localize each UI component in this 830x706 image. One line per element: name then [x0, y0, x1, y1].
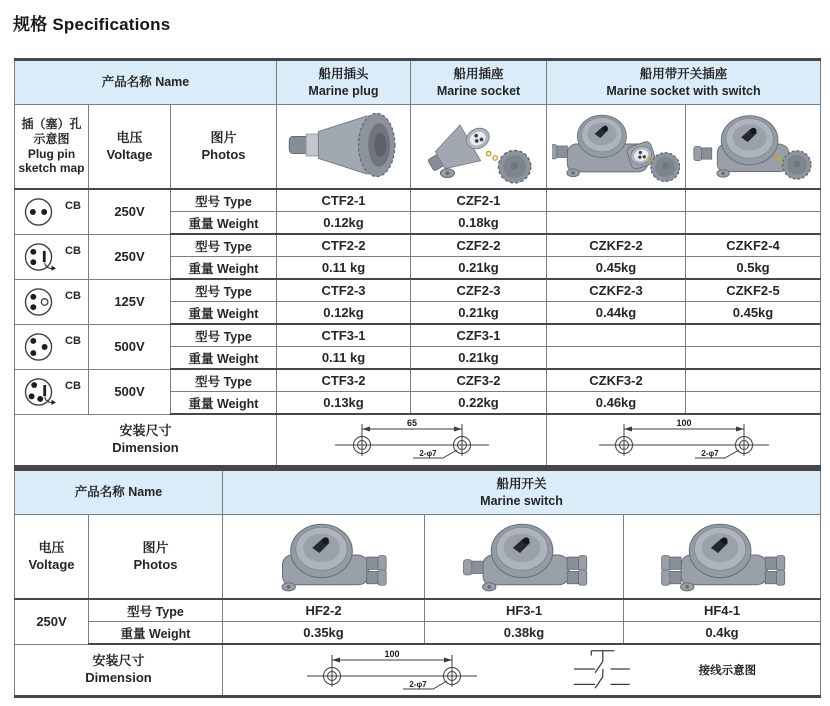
switch-photo-1-cell — [223, 515, 425, 600]
three-pin-sketch-icon — [22, 330, 62, 364]
type-label: 型号 Type — [171, 369, 277, 392]
type-value: CTF2-2 — [277, 234, 411, 257]
table-row — [15, 622, 821, 645]
type-value: CZF3-2 — [411, 369, 547, 392]
cb-mark: CB — [65, 379, 81, 392]
plug-pin-sketch-map-header: 插（塞）孔 示意图 Plug pin sketch map — [15, 105, 89, 190]
svg-text:65: 65 — [406, 417, 417, 428]
marine-plug-photo — [282, 106, 406, 184]
weight-value: 0.12kg — [277, 302, 411, 325]
pin-sketch-cell — [15, 234, 89, 279]
marine-switch-hf2-photo — [229, 516, 418, 594]
type-value: CZF2-3 — [411, 279, 547, 302]
table-row — [15, 234, 821, 257]
svg-text:100: 100 — [384, 649, 400, 659]
voltage-header: 电压 Voltage — [15, 515, 89, 600]
dimension-drawing-cell — [547, 414, 821, 467]
weight-value: 0.45kg — [686, 302, 821, 325]
voltage-value: 250V — [89, 189, 171, 234]
type-value: HF4-1 — [624, 599, 821, 622]
weight-value — [686, 347, 821, 370]
type-value: CTF2-1 — [277, 189, 411, 212]
weight-value: 0.21kg — [411, 302, 547, 325]
socket-with-switch-photo-1-cell — [547, 105, 686, 190]
weight-value: 0.44kg — [547, 302, 686, 325]
voltage-value: 250V — [15, 599, 89, 644]
table-row — [15, 60, 821, 105]
two-pin-earth-sketch-icon — [22, 240, 62, 274]
photos-header: 图片 Photos — [89, 515, 223, 600]
weight-label: 重量 Weight — [171, 392, 277, 415]
type-value: CZF3-1 — [411, 324, 547, 347]
weight-value: 0.13kg — [277, 392, 411, 415]
type-value: CZKF2-5 — [686, 279, 821, 302]
weight-value: 0.18kg — [411, 212, 547, 235]
weight-value: 0.45kg — [547, 257, 686, 280]
switch-photo-2-cell — [425, 515, 624, 600]
type-label: 型号 Type — [171, 189, 277, 212]
marine-switch-header: 船用开关 Marine switch — [223, 470, 821, 515]
product-name-header: 产品名称 Name — [15, 470, 223, 515]
weight-label: 重量 Weight — [171, 347, 277, 370]
weight-value — [547, 212, 686, 235]
type-value — [686, 369, 821, 392]
mounting-dimension-drawing-100-icon — [287, 647, 497, 693]
type-value: CTF3-2 — [277, 369, 411, 392]
mounting-dimension-drawing-100-icon — [579, 416, 789, 462]
type-label: 型号 Type — [171, 279, 277, 302]
weight-value: 0.21kg — [411, 257, 547, 280]
table-row — [15, 470, 821, 515]
svg-text:2-φ7: 2-φ7 — [418, 448, 437, 458]
weight-value: 0.12kg — [277, 212, 411, 235]
weight-value: 0.22kg — [411, 392, 547, 415]
photos-header: 图片 Photos — [171, 105, 277, 190]
cb-mark: CB — [65, 199, 81, 212]
cb-mark: CB — [65, 334, 81, 347]
mounting-dimension-drawing-65-icon — [307, 416, 517, 462]
voltage-value: 500V — [89, 324, 171, 369]
type-value: CZKF2-2 — [547, 234, 686, 257]
switch-wiring-schematic-icon — [559, 645, 637, 695]
table-row — [15, 644, 821, 697]
weight-value — [686, 212, 821, 235]
type-value: CZKF3-2 — [547, 369, 686, 392]
weight-value: 0.21kg — [411, 347, 547, 370]
table-row — [15, 515, 821, 600]
table-row — [15, 599, 821, 622]
pin-sketch-cell — [15, 324, 89, 369]
voltage-value: 250V — [89, 234, 171, 279]
voltage-header: 电压 Voltage — [89, 105, 171, 190]
two-pin-pilot-sketch-icon — [22, 285, 62, 319]
marine-switch-hf3-photo — [431, 516, 617, 594]
pin-sketch-cell — [15, 369, 89, 414]
wiring-sketch-label: 接线示意图 — [698, 665, 757, 677]
svg-text:100: 100 — [675, 417, 692, 428]
marine-plug-header: 船用插头 Marine plug — [277, 60, 411, 105]
table-row — [15, 105, 821, 190]
type-value — [547, 324, 686, 347]
weight-value: 0.35kg — [223, 622, 425, 645]
type-value — [686, 324, 821, 347]
weight-label: 重量 Weight — [171, 212, 277, 235]
cb-mark: CB — [65, 244, 81, 257]
weight-label: 重量 Weight — [89, 622, 223, 645]
socket-with-switch-photo-2-cell — [686, 105, 821, 190]
plug-socket-spec-table — [14, 58, 821, 468]
marine-plug-photo-cell — [277, 105, 411, 190]
type-value: CZF2-2 — [411, 234, 547, 257]
weight-value: 0.11 kg — [277, 257, 411, 280]
table-row — [15, 279, 821, 302]
type-value: CZKF2-3 — [547, 279, 686, 302]
switch-photo-3-cell — [624, 515, 821, 600]
marine-socket-with-switch-header: 船用带开关插座 Marine socket with switch — [547, 60, 821, 105]
dimension-label: 安装尺寸 Dimension — [15, 644, 223, 697]
product-name-header: 产品名称 Name — [15, 60, 277, 105]
table-row — [15, 369, 821, 392]
dimension-label: 安装尺寸 Dimension — [15, 414, 277, 467]
weight-value — [547, 347, 686, 370]
three-pin-earth-sketch-icon — [22, 375, 62, 409]
table-row — [15, 189, 821, 212]
type-label: 型号 Type — [171, 234, 277, 257]
type-label: 型号 Type — [89, 599, 223, 622]
marine-socket-photo — [416, 106, 542, 184]
weight-value: 0.46kg — [547, 392, 686, 415]
switch-spec-table — [14, 468, 821, 698]
socket-with-switch-two-gang-photo — [552, 106, 681, 184]
weight-value: 0.4kg — [624, 622, 821, 645]
weight-value: 0.5kg — [686, 257, 821, 280]
dimension-and-wiring-cell — [223, 644, 821, 697]
svg-text:2-φ7: 2-φ7 — [409, 680, 427, 689]
voltage-value: 125V — [89, 279, 171, 324]
cb-mark: CB — [65, 289, 81, 302]
type-value — [547, 189, 686, 212]
table-row — [15, 414, 821, 467]
type-value: HF3-1 — [425, 599, 624, 622]
marine-socket-header: 船用插座 Marine socket — [411, 60, 547, 105]
type-value: CTF3-1 — [277, 324, 411, 347]
type-value: CZF2-1 — [411, 189, 547, 212]
weight-label: 重量 Weight — [171, 302, 277, 325]
marine-switch-hf4-photo — [630, 516, 814, 594]
socket-with-switch-round-photo — [691, 106, 816, 184]
marine-socket-photo-cell — [411, 105, 547, 190]
weight-value: 0.11 kg — [277, 347, 411, 370]
type-value: HF2-2 — [223, 599, 425, 622]
type-value — [686, 189, 821, 212]
weight-value: 0.38kg — [425, 622, 624, 645]
weight-value — [686, 392, 821, 415]
type-label: 型号 Type — [171, 324, 277, 347]
type-value: CZKF2-4 — [686, 234, 821, 257]
type-value: CTF2-3 — [277, 279, 411, 302]
two-pin-sketch-icon — [22, 195, 62, 229]
page-title: 规格 Specifications — [13, 15, 171, 34]
table-row — [15, 324, 821, 347]
dimension-drawing-cell — [277, 414, 547, 467]
weight-label: 重量 Weight — [171, 257, 277, 280]
pin-sketch-cell — [15, 189, 89, 234]
voltage-value: 500V — [89, 369, 171, 414]
svg-text:2-φ7: 2-φ7 — [700, 448, 719, 458]
pin-sketch-cell — [15, 279, 89, 324]
